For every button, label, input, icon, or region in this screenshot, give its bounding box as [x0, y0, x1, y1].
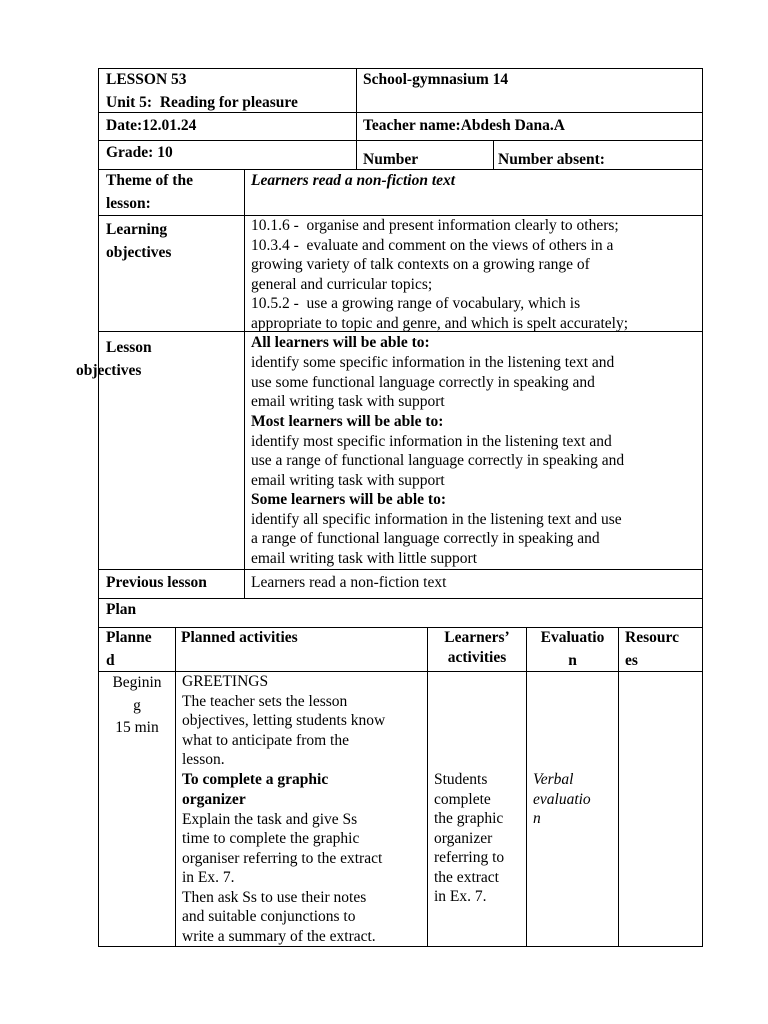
learning-objective-line: 10.5.2 - use a growing range of vocabulary, which is	[251, 295, 581, 312]
learners-activity-line: referring to	[434, 849, 505, 866]
activity-line: lesson.	[182, 751, 225, 768]
some-learners-line: identify all specific information in the listening text and use	[251, 510, 622, 528]
number-label: Number	[363, 151, 419, 168]
plan-row-resources-cell	[618, 671, 703, 947]
plan-cell	[98, 598, 703, 628]
lesson-objectives-label-line-2: objectives	[76, 362, 142, 379]
stage-name-line-1: Beginin	[112, 674, 162, 691]
lesson-objectives-label-line-1: Lesson	[106, 339, 152, 356]
previous-lesson-value: Learners read a non-fiction text	[251, 574, 447, 591]
learners-activity-line: Students	[434, 771, 488, 788]
col-evaluation-line-2: n	[568, 652, 577, 669]
col-learners-line-1: Learners’	[444, 629, 510, 646]
learning-objective-line: appropriate to topic and genre, and which is spelt accurately;	[251, 314, 629, 332]
most-learners-heading: Most learners will be able to:	[251, 413, 444, 430]
some-learners-heading: Some learners will be able to:	[251, 491, 447, 508]
activity-line: organiser referring to the extract	[182, 849, 383, 867]
col-resources-line-2: es	[625, 652, 638, 669]
learners-activity-line: the extract	[434, 868, 499, 886]
most-learners-line: email writing task with support	[251, 471, 445, 489]
all-learners-line: use some functional language correctly in speaking and	[251, 373, 595, 391]
all-learners-line: identify some specific information in the listening text and	[251, 354, 615, 371]
school-name: School-gymnasium 14	[363, 71, 509, 88]
col-planned-line-1: Planne	[106, 629, 152, 646]
theme-label-line-2: lesson:	[106, 195, 151, 212]
some-learners-line: a range of functional language correctly in speaking and	[251, 530, 600, 547]
activity-line: what to anticipate from the	[182, 731, 349, 749]
learners-activity-line: organizer	[434, 829, 493, 847]
activity-line: write a summary of the extract.	[182, 927, 376, 945]
activity-line: GREETINGS	[182, 673, 269, 690]
col-learners-line-2: activities	[447, 649, 507, 666]
theme-label-line-1: Theme of the	[106, 172, 193, 189]
theme-value: Learners read a non-fiction text	[251, 172, 456, 189]
most-learners-line: use a range of functional language correctly in speaking and	[251, 452, 625, 469]
teacher-name: Teacher name:Abdesh Dana.A	[363, 117, 565, 134]
learners-activity-line: in Ex. 7.	[434, 888, 487, 905]
learning-objectives-label-line-2: objectives	[106, 244, 172, 261]
learners-activity-line: the graphic	[434, 810, 504, 827]
activity-line: objectives, letting students know	[182, 712, 386, 729]
evaluation-line: n	[533, 810, 541, 827]
col-resources-line-1: Resourc	[625, 629, 679, 646]
lesson-number: LESSON 53	[106, 71, 187, 88]
learning-objectives-label-line-1: Learning	[106, 221, 168, 238]
stage-duration: 15 min	[115, 719, 159, 736]
activity-line: Then ask Ss to use their notes	[182, 888, 367, 906]
number-absent-label: Number absent:	[498, 151, 605, 168]
task-heading-line-1: To complete a graphic	[182, 771, 329, 788]
all-learners-heading: All learners will be able to:	[251, 334, 430, 351]
learning-objective-line: general and curricular topics;	[251, 275, 433, 293]
previous-lesson-label: Previous lesson	[106, 574, 207, 591]
activity-line: and suitable conjunctions to	[182, 908, 356, 925]
activity-line: in Ex. 7.	[182, 869, 235, 886]
col-activities: Planned activities	[181, 629, 298, 646]
evaluation-line: Verbal	[533, 771, 574, 788]
activity-line: The teacher sets the lesson	[182, 692, 348, 710]
learners-activity-line: complete	[434, 790, 491, 808]
grade: Grade: 10	[106, 144, 173, 161]
col-evaluation-line-1: Evaluatio	[540, 629, 605, 646]
task-heading-line-2: organizer	[182, 791, 246, 808]
learning-objective-line: growing variety of talk contexts on a growing range of	[251, 256, 590, 273]
plan-label: Plan	[106, 601, 137, 618]
activity-line: Explain the task and give Ss	[182, 810, 358, 828]
learning-objective-line: 10.1.6 - organise and present information clearly to others;	[251, 217, 619, 234]
stage-name-line-2: g	[133, 697, 141, 714]
evaluation-line: evaluatio	[533, 790, 591, 808]
activity-line: time to complete the graphic	[182, 830, 360, 847]
all-learners-line: email writing task with support	[251, 393, 445, 410]
unit-title: Unit 5: Reading for pleasure	[106, 94, 298, 111]
learning-objective-line: 10.3.4 - evaluate and comment on the views of others in a	[251, 236, 614, 254]
some-learners-line: email writing task with little support	[251, 549, 478, 567]
col-planned-line-2: d	[106, 652, 115, 669]
most-learners-line: identify most specific information in the listening text and	[251, 432, 612, 450]
lesson-date: Date:12.01.24	[106, 117, 197, 134]
